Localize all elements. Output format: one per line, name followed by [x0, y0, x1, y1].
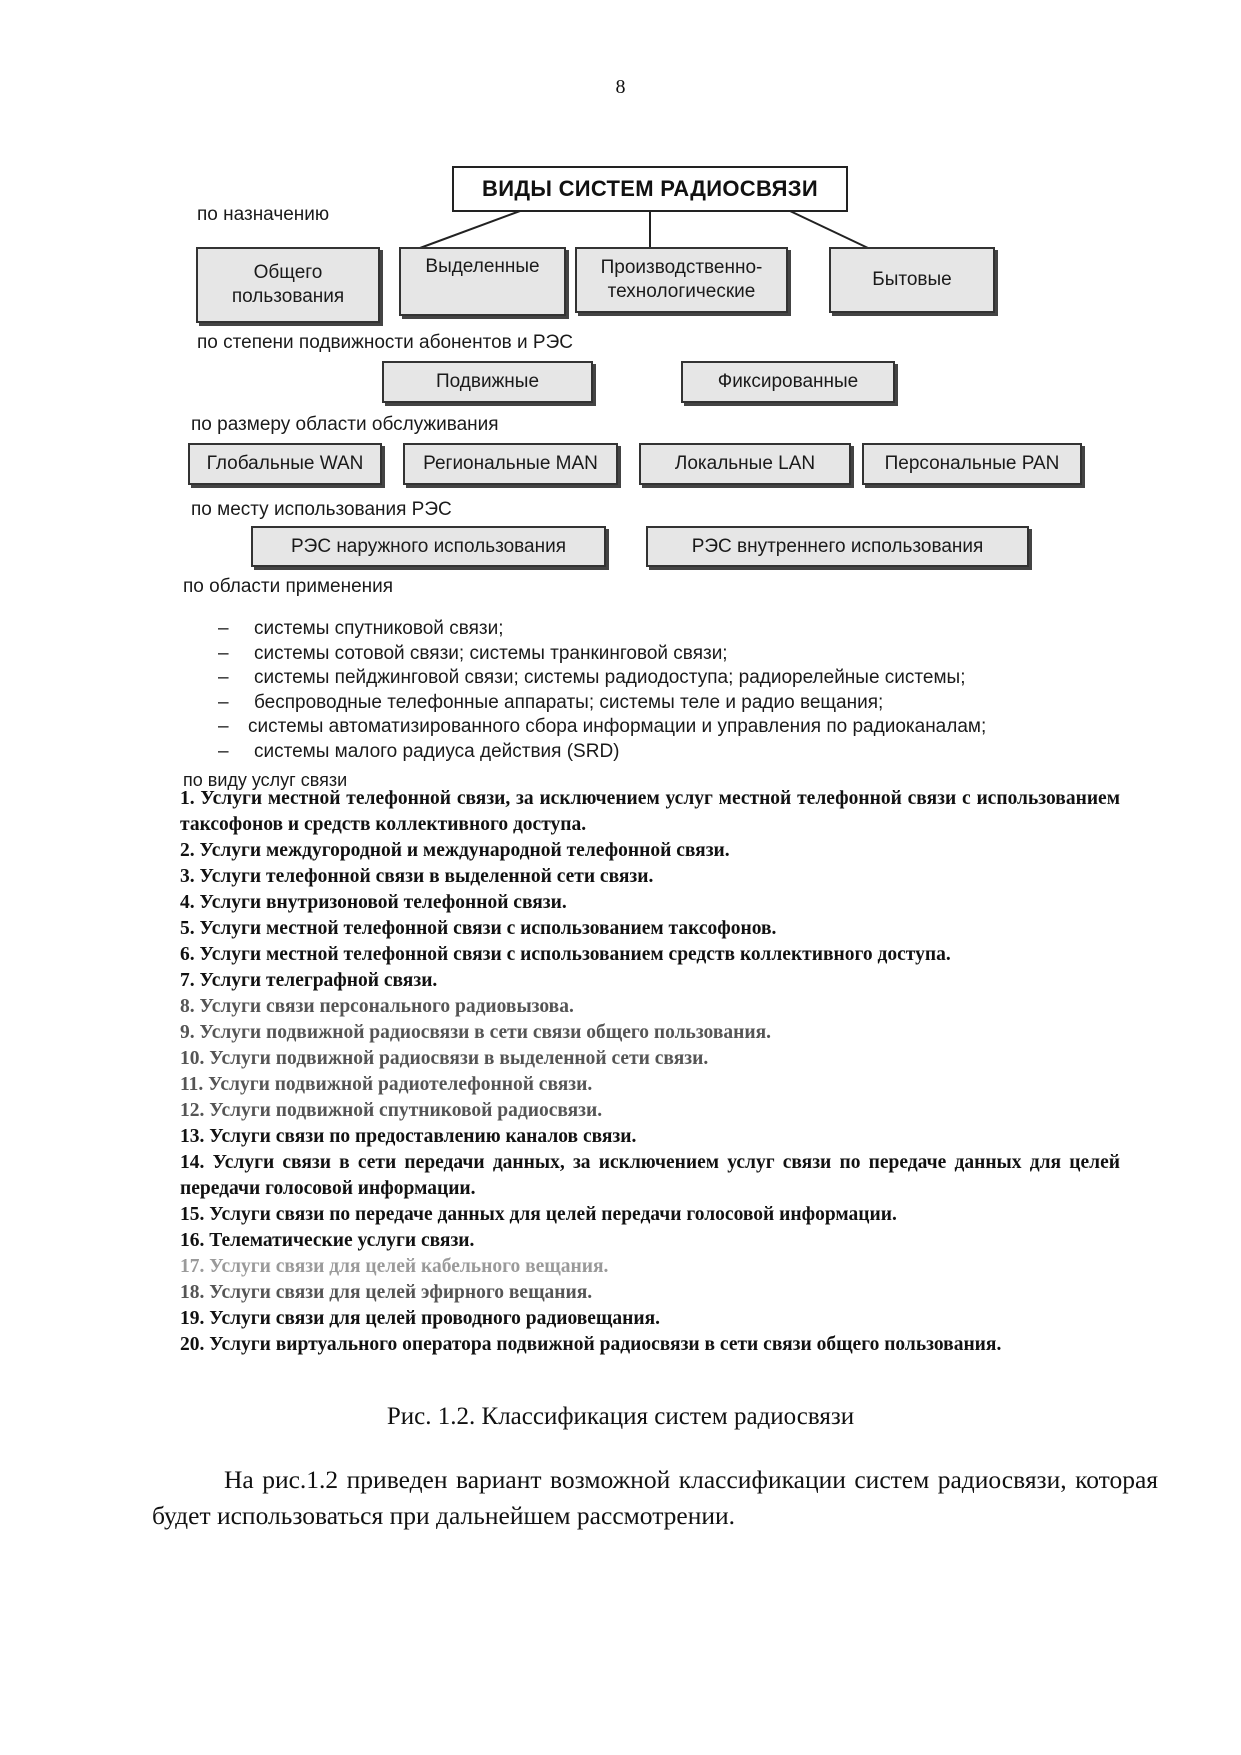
service-item: 16. Телематические услуги связи. [180, 1230, 475, 1251]
list-item: – системы пейджинговой связи; системы радиодоступа; радиорелейные системы; [218, 667, 966, 688]
box-pan: Персональные PAN [862, 443, 1082, 485]
services-list [180, 786, 1120, 1358]
service-item: 2. Услуги междугородной и международной телефонной связи. [180, 840, 730, 861]
list-item: – системы сотовой связи; системы транкинговой связи; [218, 642, 728, 664]
label-by-place: по месту использования РЭС [191, 499, 452, 520]
application-list [218, 617, 986, 764]
service-item: 13. Услуги связи по предоставлению каналов связи. [180, 1126, 637, 1147]
diagram-title: ВИДЫ СИСТЕМ РАДИОСВЯЗИ [452, 166, 848, 212]
box-industrial: Производственно-технологические [575, 247, 788, 313]
service-item: 18. Услуги связи для целей эфирного вещания. [180, 1282, 593, 1303]
label-by-area: по размеру области обслуживания [191, 414, 499, 435]
list-item: – системы автоматизированного сбора информации и управления по радиоканалам; [218, 716, 987, 737]
service-item: 7. Услуги телеграфной связи. [180, 970, 438, 991]
service-item: 8. Услуги связи персонального радиовызова. [180, 996, 574, 1017]
service-item: 15. Услуги связи по передаче данных для целей передачи голосовой информации. [180, 1204, 897, 1225]
box-dedicated: Выделенные [399, 247, 566, 316]
service-item: 10. Услуги подвижной радиосвязи в выделенной сети связи. [180, 1048, 709, 1069]
service-item: 11. Услуги подвижной радиотелефонной связи. [180, 1074, 593, 1095]
box-mobile: Подвижные [382, 361, 593, 403]
page-number: 8 [615, 76, 626, 98]
box-general-use: Общего пользования [196, 247, 380, 323]
label-by-service: по виду услуг связи [183, 770, 348, 790]
service-item: 4. Услуги внутризоновой телефонной связи. [180, 892, 567, 913]
figure-caption: Рис. 1.2. Классификация систем радиосвязи [386, 1403, 855, 1430]
service-item: 3. Услуги телефонной связи в выделенной сети связи. [180, 866, 654, 887]
service-item: 17. Услуги связи для целей кабельного вещания. [180, 1256, 609, 1277]
list-item: – беспроводные телефонные аппараты; системы теле и радио вещания; [218, 691, 884, 713]
service-item: 1. Услуги местной телефонной связи, за исключением услуг местной телефонной связи с использованием таксофонов и средств коллективного доступа. [180, 788, 1120, 835]
list-item: – системы малого радиуса действия (SRD) [218, 740, 620, 762]
box-fixed: Фиксированные [681, 361, 895, 403]
box-household: Бытовые [829, 247, 995, 313]
body-paragraph: На рис.1.2 приведен вариант возможной классификации систем радиосвязи, которая будет использоваться при дальнейшем рассмотрении. [152, 1465, 1158, 1530]
list-item: – системы спутниковой связи; [218, 618, 504, 639]
service-item: 20. Услуги виртуального оператора подвижной радиосвязи в сети связи общего пользования. [180, 1334, 1002, 1355]
label-by-application: по области применения [183, 576, 394, 597]
label-by-mobility: по степени подвижности абонентов и РЭС [197, 332, 573, 353]
box-indoor: РЭС внутреннего использования [646, 526, 1029, 567]
service-item: 6. Услуги местной телефонной связи с использованием средств коллективного доступа. [180, 944, 951, 965]
connector-right [790, 211, 868, 248]
service-item: 12. Услуги подвижной спутниковой радиосвязи. [180, 1100, 603, 1121]
service-item: 9. Услуги подвижной радиосвязи в сети связи общего пользования. [180, 1022, 771, 1043]
box-lan: Локальные LAN [639, 443, 851, 485]
box-wan: Глобальные WAN [188, 443, 382, 485]
service-item: 14. Услуги связи в сети передачи данных, за исключением услуг связи по передаче данных для целей передачи голосовой информации. [180, 1152, 1120, 1199]
service-item: 5. Услуги местной телефонной связи с использованием таксофонов. [180, 918, 777, 939]
box-man: Региональные MAN [403, 443, 618, 485]
label-by-purpose: по назначению [197, 204, 330, 225]
connector-left [420, 211, 520, 248]
service-item: 19. Услуги связи для целей проводного радиовещания. [180, 1308, 661, 1329]
box-outdoor: РЭС наружного использования [251, 526, 606, 567]
